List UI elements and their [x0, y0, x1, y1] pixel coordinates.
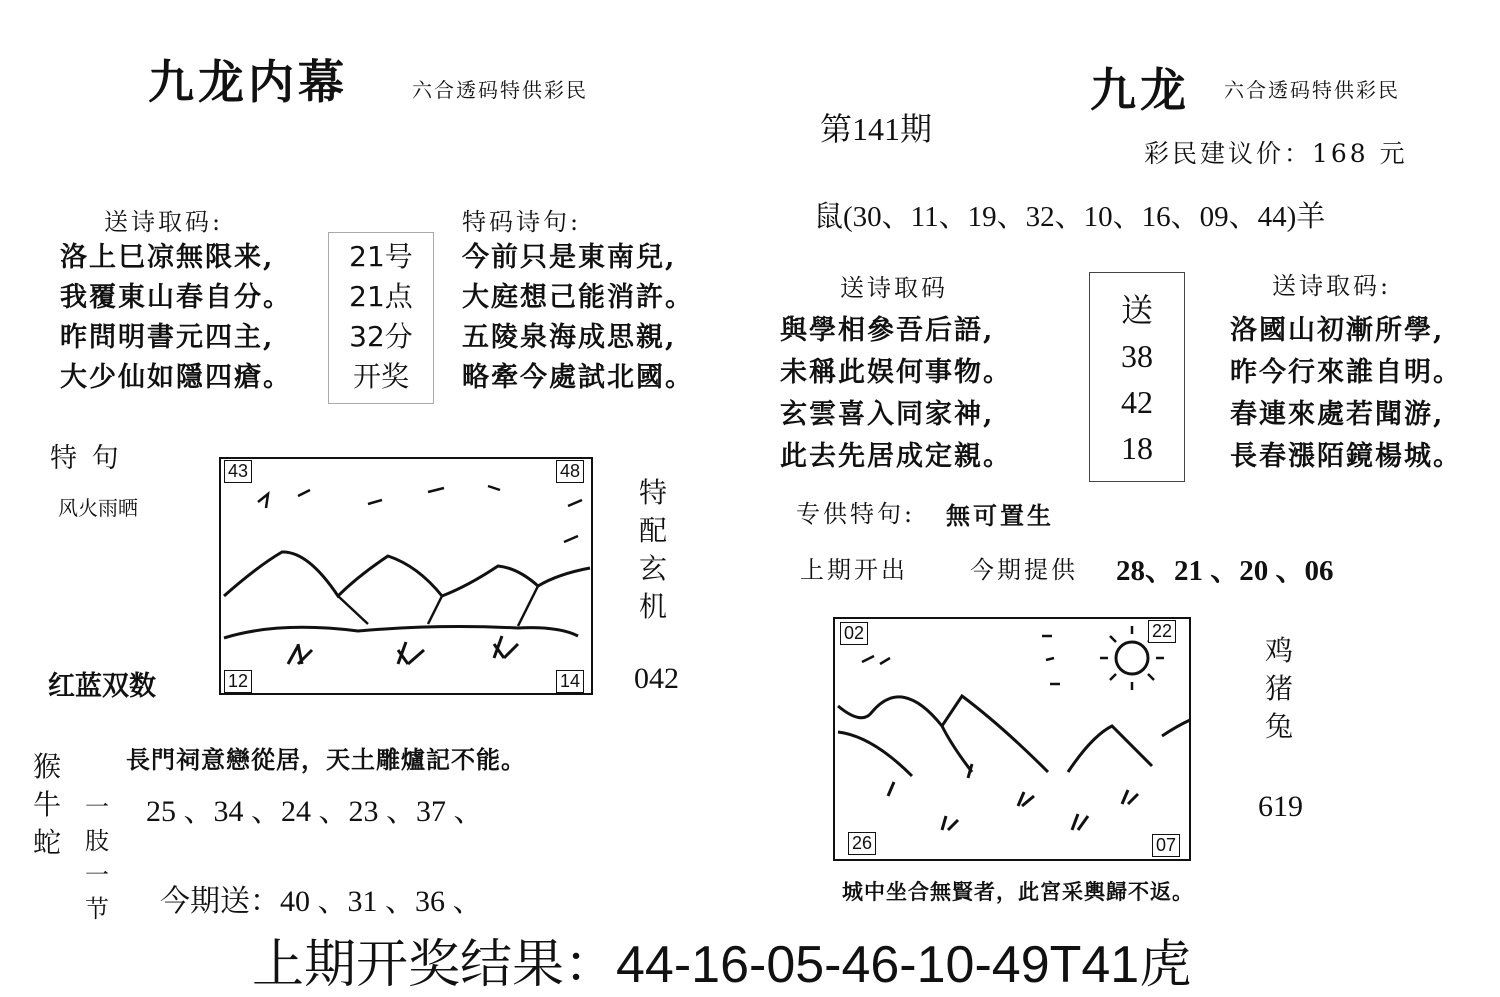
left-subtitle: 六合透码特供彩民	[412, 78, 588, 102]
poem-line: 長春漲陌鏡楊城。	[1230, 441, 1462, 472]
poem-line: 未稱此娱何事物。	[780, 357, 1012, 388]
vertical-char: 牛	[32, 788, 61, 821]
vertical-char: 兔	[1264, 710, 1293, 743]
right-title: 九龙	[1090, 63, 1190, 117]
left-verse: 長門祠意戀從居，天土雕爐記不能。	[126, 745, 526, 774]
vertical-char: 玄	[638, 552, 667, 585]
right-landscape-sketch	[832, 616, 1194, 864]
right-special-label: 专供特句:	[796, 500, 916, 528]
left-special-label: 特 句	[50, 443, 122, 474]
send-box-line: 送	[1120, 292, 1153, 328]
poem-line: 春連來處若聞游,	[1230, 399, 1445, 430]
poem-line: 大少仙如隱四瘡。	[60, 362, 292, 393]
poem-line: 我覆東山春自分。	[60, 282, 292, 313]
right-corner-tl: 02	[840, 622, 868, 645]
right-side-vertical	[1262, 632, 1296, 746]
vertical-char: 节	[85, 895, 109, 923]
right-code: 619	[1258, 790, 1303, 823]
left-red-blue: 红蓝双数	[48, 671, 156, 702]
poem-line: 此去先居成定親。	[780, 441, 1012, 472]
vertical-char: 特	[638, 476, 667, 509]
poem-line: 昨今行來誰自明。	[1230, 357, 1462, 388]
issue-number: 第141期	[820, 111, 933, 147]
send-box-line: 38	[1121, 338, 1153, 374]
poem-line: 昨問明書元四主,	[60, 322, 275, 353]
poem-line: 洛上巳凉無限来,	[60, 242, 275, 273]
send-box-line: 18	[1121, 430, 1153, 466]
poem-line: 今前只是東南兒,	[462, 242, 677, 273]
left-poem-a	[60, 238, 292, 398]
right-verse: 城中坐合無賢者，此宮采輿歸不返。	[842, 879, 1194, 904]
draw-info-line: 32分	[349, 320, 413, 353]
left-corner-bl: 12	[224, 670, 252, 693]
left-landscape-sketch	[218, 456, 596, 698]
left-poem-b-header: 特码诗句:	[462, 208, 582, 236]
left-corner-tl: 43	[224, 460, 252, 483]
right-corner-tr: 22	[1148, 620, 1176, 643]
right-poem-b	[1230, 310, 1462, 478]
poem-line: 洛國山初漸所學,	[1230, 315, 1445, 346]
left-send-line: 今期送：40 、31 、36 、	[160, 885, 483, 918]
vertical-char: 机	[638, 590, 667, 623]
right-poem-a	[780, 310, 1012, 478]
send-box-line: 42	[1121, 384, 1153, 420]
right-subtitle: 六合透码特供彩民	[1224, 78, 1400, 102]
right-poem-b-header: 送诗取码:	[1272, 272, 1392, 300]
vertical-char: 一	[85, 793, 109, 821]
left-side-vertical	[636, 474, 670, 626]
poem-line: 五陵泉海成思親,	[462, 322, 677, 353]
poem-line: 略牽今處試北國。	[462, 362, 694, 393]
draw-info-line: 21号	[349, 240, 413, 273]
right-corner-bl: 26	[848, 832, 876, 855]
this-issue-numbers: 28、21 、20 、06	[1116, 555, 1334, 587]
poem-line: 大庭想己能消許。	[462, 282, 694, 313]
left-corner-tr: 48	[556, 460, 584, 483]
right-poem-a-header: 送诗取码	[840, 274, 948, 302]
vertical-char: 一	[85, 861, 109, 889]
right-corner-br: 07	[1152, 834, 1180, 857]
poem-line: 與學相參吾后語,	[780, 315, 995, 346]
left-zodiac-vertical	[30, 748, 64, 862]
vertical-char: 肢	[85, 827, 109, 855]
send-numbers-box	[1089, 272, 1185, 482]
left-title: 九龙内幕	[148, 55, 348, 109]
vertical-char: 鸡	[1264, 634, 1293, 667]
draw-info-line: 21点	[349, 280, 413, 313]
left-draw-info-box	[328, 232, 434, 404]
poem-line: 玄雲喜入同家神,	[780, 399, 995, 430]
vertical-char: 猪	[1264, 672, 1293, 705]
vertical-char: 蛇	[32, 826, 61, 859]
rat-sheep-line: 鼠(30、11、19、32、10、16、09、44)羊	[814, 201, 1326, 233]
last-issue-label: 上期开出	[800, 556, 908, 584]
draw-info-line: 开奖	[352, 360, 409, 393]
left-corner-br: 14	[556, 670, 584, 693]
right-special-phrase: 無可置生	[946, 501, 1054, 530]
this-issue-label: 今期提供	[970, 556, 1078, 584]
left-special-phrase: 风火雨晒	[58, 496, 138, 520]
last-draw-result: 上期开奖结果：44-16-05-46-10-49T41虎	[252, 936, 1192, 994]
left-yizhi-vertical	[80, 790, 114, 926]
left-poem-a-header: 送诗取码:	[104, 208, 224, 236]
left-numbers-line: 25 、34 、24 、23 、37 、	[146, 795, 484, 828]
suggested-price: 彩民建议价：168 元	[1144, 139, 1408, 168]
vertical-char: 猴	[32, 750, 61, 783]
vertical-char: 配	[638, 514, 667, 547]
left-code: 042	[634, 662, 679, 695]
left-poem-b	[462, 238, 694, 398]
